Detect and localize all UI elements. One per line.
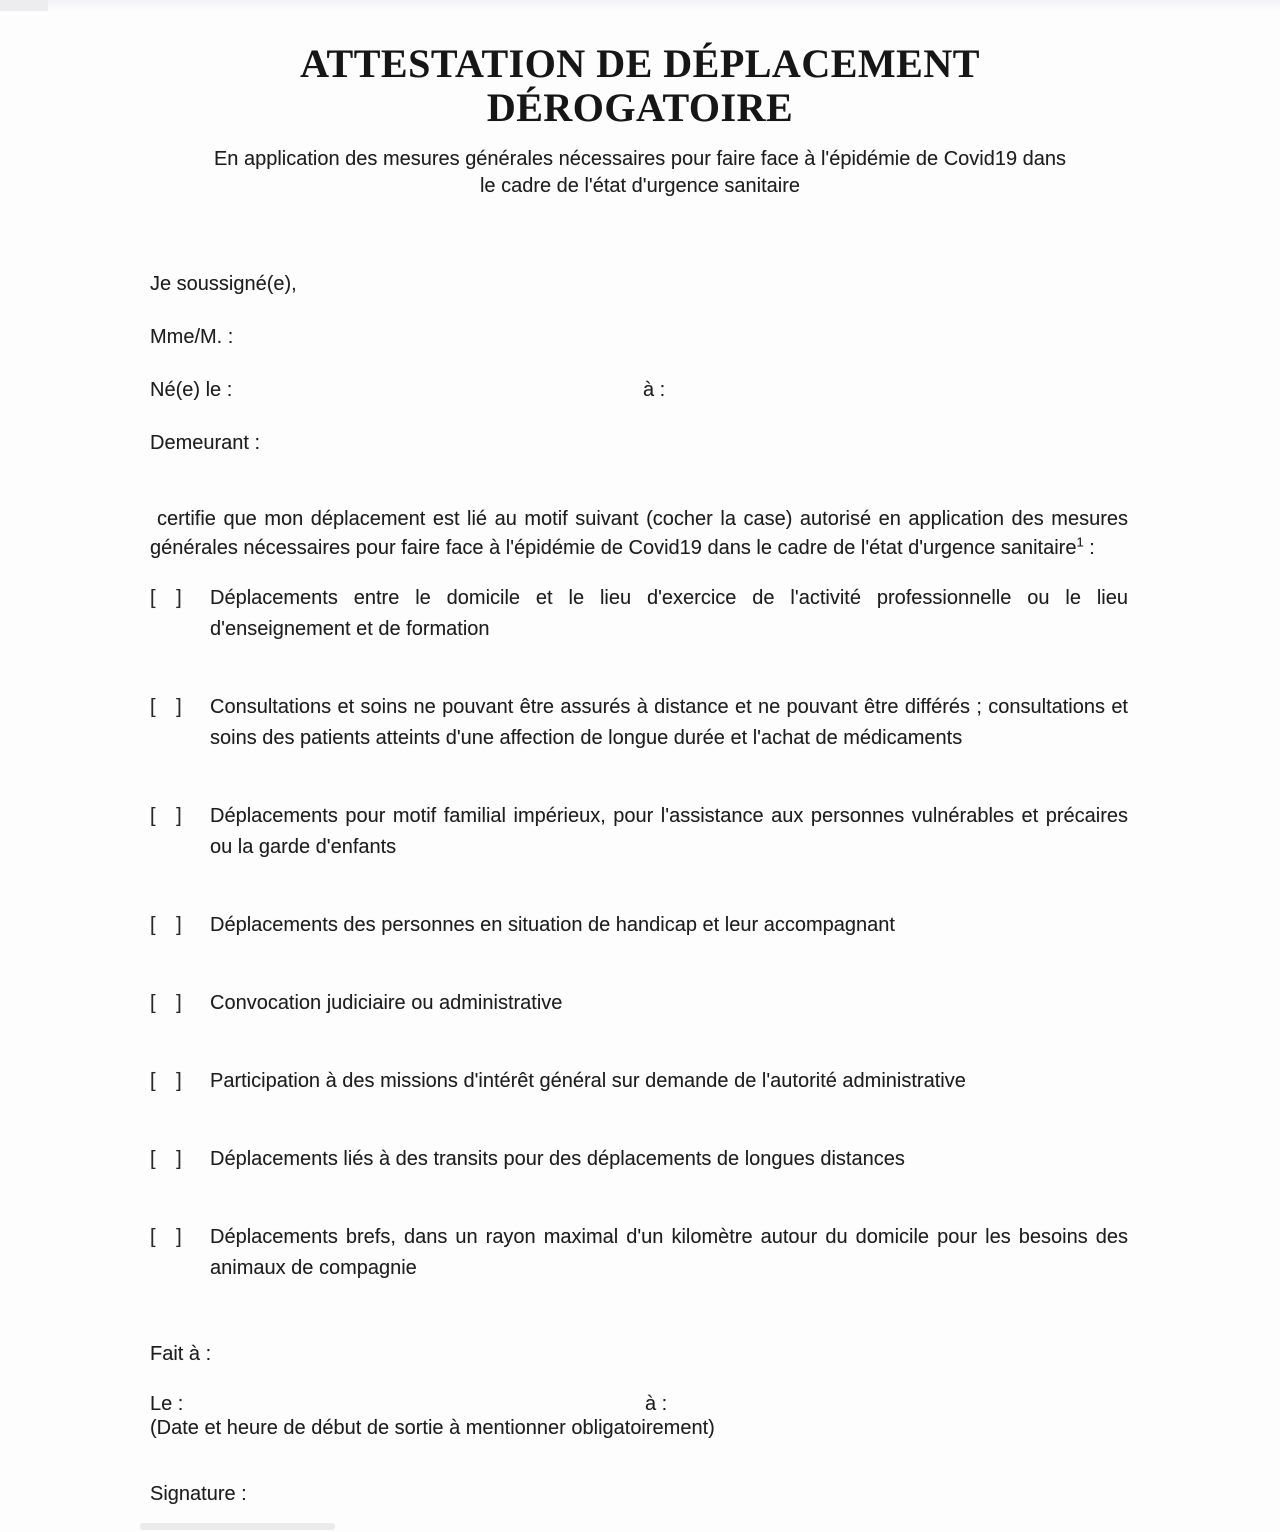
checkbox-health[interactable]: [ ] [150, 696, 182, 718]
signature-field-row[interactable] [150, 1482, 1130, 1506]
checkbox-convocation[interactable]: [ ] [150, 992, 182, 1014]
name-field-row[interactable] [150, 325, 1130, 349]
reason-label-family: Déplacements pour motif familial impérieux, pour l'assistance aux personnes vulnérables et précaires ou la garde d'enfants [210, 805, 1128, 858]
reason-item-mission [150, 1066, 1130, 1097]
certify-text: certifie que mon déplacement est lié au motif suivant (cocher la case) autorisé en application des mesures générales nécessaires pour faire face à l'épidémie de Covid19 dans le cadre de l'état d'urgence sanitaire [150, 508, 1128, 559]
checkbox-animals[interactable]: [ ] [150, 1226, 182, 1248]
reason-label-animals: Déplacements brefs, dans un rayon maximal d'un kilomètre autour du domicile pour les besoins des animaux de compagnie [210, 1226, 1128, 1279]
document-subtitle [150, 146, 1130, 200]
time-field-label: à : [645, 1393, 668, 1415]
reason-item-handicap [150, 910, 1130, 941]
footnote-marker: 1 [1076, 534, 1084, 550]
birthdate-field-row[interactable] [150, 378, 1130, 402]
date-note: (Date et heure de début de sortie à mentionner obligatoirement) [150, 1417, 715, 1439]
place-field-label: Fait à : [150, 1343, 212, 1365]
signature-field-label: Signature : [150, 1483, 247, 1505]
certify-suffix: : [1083, 537, 1095, 559]
reason-label-convocation: Convocation judiciaire ou administrative [210, 992, 563, 1014]
subtitle-line-2: le cadre de l'état d'urgence sanitaire [479, 175, 801, 197]
reasons-list [150, 583, 1130, 1284]
checkbox-work[interactable]: [ ] [150, 587, 182, 609]
scan-edge-corner [0, 0, 48, 11]
reason-label-transit: Déplacements liés à des transits pour des déplacements de longues distances [210, 1148, 905, 1170]
document-title: ATTESTATION DE DÉPLACEMENT DÉROGATOIRE [300, 41, 980, 130]
reason-item-work [150, 583, 1130, 645]
reason-item-convocation [150, 988, 1130, 1019]
checkbox-mission[interactable]: [ ] [150, 1070, 182, 1092]
reason-item-transit [150, 1144, 1130, 1175]
checkbox-transit[interactable]: [ ] [150, 1148, 182, 1170]
reason-label-health: Consultations et soins ne pouvant être assurés à distance et ne pouvant être différés ; consultations et soins des patients atteints d'une affection de longue durée et l'achat de médicaments [210, 696, 1128, 749]
date-field-label: Le : [150, 1393, 184, 1415]
certify-paragraph [150, 505, 1128, 563]
name-field-label: Mme/M. : [150, 326, 234, 348]
address-field-row[interactable] [150, 431, 1130, 455]
place-field-row[interactable] [150, 1342, 1130, 1366]
birthplace-field-label: à : [643, 379, 666, 401]
scan-artifact-smudge [140, 1523, 335, 1530]
subtitle-line-1: En application des mesures générales nécessaires pour faire face à l'épidémie de Covid19 dans [213, 148, 1067, 170]
reason-label-work: Déplacements entre le domicile et le lieu d'exercice de l'activité professionnelle ou le lieu d'enseignement et de formation [210, 587, 1128, 640]
birthdate-field-label: Né(e) le : [150, 379, 233, 401]
address-field-label: Demeurant : [150, 432, 261, 454]
reason-item-health [150, 692, 1130, 754]
reason-label-mission: Participation à des missions d'intérêt général sur demande de l'autorité administrative [210, 1070, 966, 1092]
reason-item-animals [150, 1222, 1130, 1284]
document-content [150, 0, 1130, 1506]
checkbox-family[interactable]: [ ] [150, 805, 182, 827]
reason-label-handicap: Déplacements des personnes en situation de handicap et leur accompagnant [210, 914, 895, 936]
date-field-row[interactable] [150, 1392, 1130, 1416]
intro-line: Je soussigné(e), [150, 273, 297, 295]
reason-item-family [150, 801, 1130, 863]
checkbox-handicap[interactable]: [ ] [150, 914, 182, 936]
